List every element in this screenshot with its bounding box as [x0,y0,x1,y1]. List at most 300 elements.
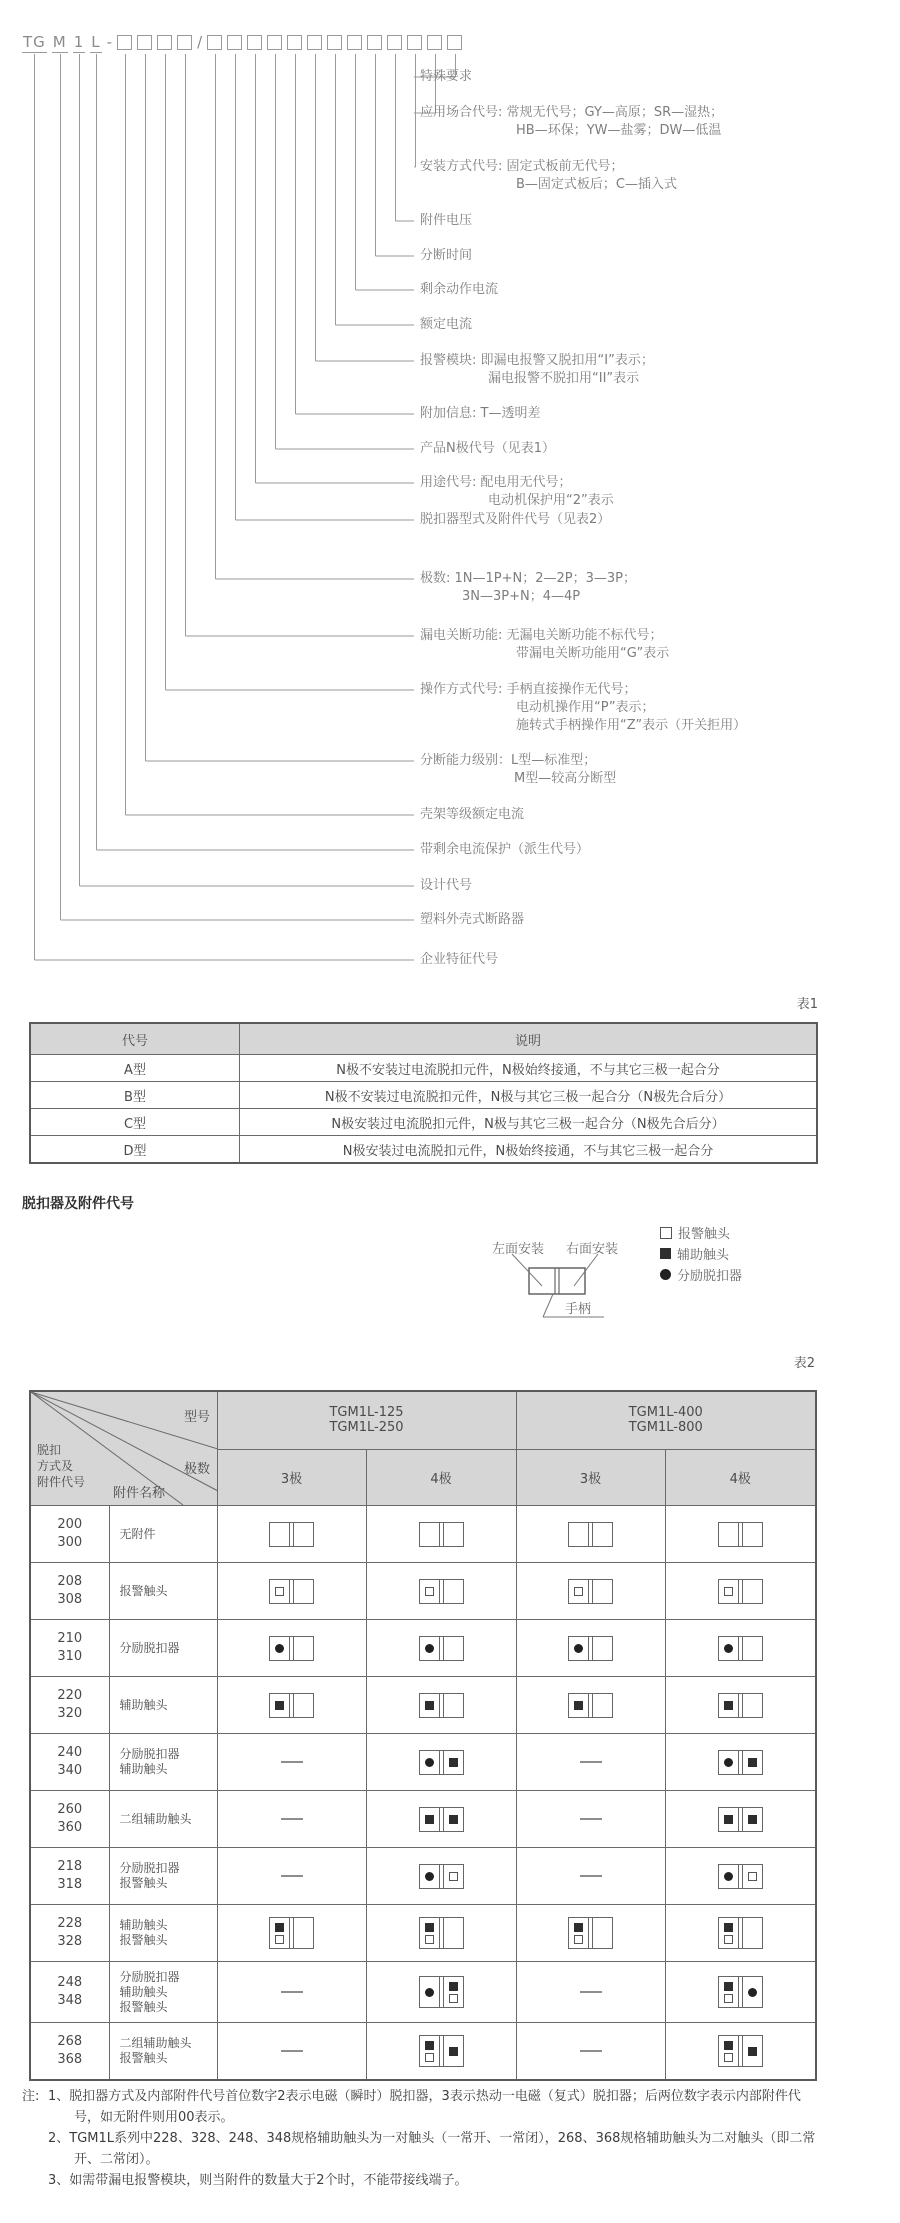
breaker-accessory-icon [718,1636,763,1661]
table2-model-group-cell [217,1391,516,1449]
model-code-box [137,35,152,50]
field-label-line: 安装方式代号: 固定式板前无代号； [420,159,624,174]
model-name: TGM1L-250 [329,1420,404,1436]
left-compartment [719,1580,738,1603]
field-label-line: 附加信息: T—透明差 [420,406,541,421]
alarm-symbol-icon [574,1587,583,1596]
field-label [420,806,524,824]
field-label-line: 企业特征代号 [420,952,499,967]
accessory-name-line: 分励脱扣器 [119,1747,180,1761]
right-compartment [444,1977,463,2007]
accessory-config-cell [665,1563,816,1620]
trip-code: 310 [57,1649,83,1664]
shunt-symbol-icon [425,1644,434,1653]
table1-cell: N极安装过电流脱扣元件，N极始终接通，不与其它三极一起合分 [240,1136,818,1164]
trip-code-cell [30,1962,109,2023]
accessory-name-cell [109,1905,217,1962]
field-label-line: 漏电关断功能: 无漏电关断功能不标代号； [420,628,663,643]
right-compartment [593,1918,612,1948]
accessory-config-cell [516,1677,665,1734]
notes-block [22,2086,822,2191]
trip-code: 260 [57,1802,83,1817]
corner-label-trip-code-line: 脱扣 [37,1443,62,1457]
accessory-name-cell [109,2023,217,2081]
aux-symbol-icon [724,2041,733,2050]
alarm-symbol-icon [748,1872,757,1881]
accessory-name-line: 报警触头 [119,1876,168,1890]
field-label-line: 分断时间 [420,248,473,263]
alarm-symbol-icon [275,1587,284,1596]
table2-row [30,1506,816,1563]
accessory-name-line: 报警触头 [119,1583,168,1598]
field-label [420,911,524,929]
note-item: 2、TGM1L系列中228、328、248、348规格辅助触头为一对触头（一常开、一常闭），268、368规格辅助触头为二对触头（即二常开、二常闭）。 [48,2131,816,2167]
left-compartment [569,1694,588,1717]
accessory-config-cell [516,1905,665,1962]
accessory-name-line: 分励脱扣器 [119,1861,180,1875]
left-compartment [270,1918,289,1948]
right-compartment [743,2036,762,2066]
shunt-symbol-icon [425,1872,434,1881]
accessory-config-cell [516,1791,665,1848]
field-label-line: 脱扣器型式及附件代号（见表2） [420,512,611,527]
aux-symbol-icon [449,1815,458,1824]
breaker-accessory-icon [419,1522,464,1547]
accessory-config-cell [665,1905,816,1962]
table2-row [30,1620,816,1677]
model-code-box [157,35,172,50]
field-label [420,405,540,423]
alarm-symbol-icon [724,2053,733,2062]
left-compartment [270,1523,289,1546]
field-label [420,570,636,606]
accessory-config-cell [665,1677,816,1734]
breaker-accessory-icon [269,1636,314,1661]
note-item: 1、脱扣器方式及内部附件代号首位数字2表示电磁（瞬时）脱扣器，3表示热动一电磁（复式）脱扣器；后两位数字表示内部附件代号，如无附件则用00表示。 [48,2089,801,2125]
right-compartment [444,1637,463,1660]
table1-row [30,1136,817,1164]
breaker-accessory-icon [568,1522,613,1547]
aux-symbol-icon [724,1701,733,1710]
alarm-symbol-icon [425,1935,434,1944]
model-code-letter: M [52,33,67,51]
right-compartment [444,1918,463,1948]
model-code-box [387,35,402,50]
shunt-symbol-icon [660,1269,671,1280]
aux-symbol-icon [724,1923,733,1932]
accessory-config-cell [217,1962,366,2023]
model-code-box [227,35,242,50]
table2-corner-cell [30,1391,217,1506]
field-label-line: B—固定式板后；C—插入式 [516,177,677,192]
trip-code-cell [30,1506,109,1563]
trip-code: 248 [57,1975,83,1990]
table1-row [30,1082,817,1109]
breaker-accessory-icon [419,1917,464,1949]
legend-item [660,1222,742,1243]
corner-label-trip-code-line: 方式及 [37,1459,74,1473]
table1-body [30,1055,817,1164]
table2-row [30,2023,816,2081]
model-code-letter: 1 [73,33,85,51]
alarm-symbol-icon [724,1587,733,1596]
right-compartment [444,1751,463,1774]
model-code-box [367,35,382,50]
model-code-letter: L [91,33,101,51]
left-compartment [569,1918,588,1948]
alarm-symbol-icon [425,1587,434,1596]
right-compartment [444,1808,463,1831]
table2-tag: 表2 [793,1356,815,1371]
aux-symbol-icon [748,1815,757,1824]
trip-code: 320 [57,1706,83,1721]
field-label [420,352,654,388]
trip-code: 220 [57,1688,83,1703]
table2-row [30,1848,816,1905]
right-compartment [444,2036,463,2066]
left-compartment [719,1808,738,1831]
accessory-config-cell [366,1506,516,1563]
field-label-line: 操作方式代号: 手柄直接操作无代号； [420,682,637,697]
field-label [420,627,669,663]
right-compartment [743,1580,762,1603]
trip-code-cell [30,2023,109,2081]
right-compartment [294,1918,313,1948]
alarm-symbol-icon [425,2053,434,2062]
field-label-line: 产品N极代号（见表1） [420,441,555,456]
table2-model-group-cell [516,1391,816,1449]
shunt-symbol-icon [724,1872,733,1881]
table1-cell: N极不安装过电流脱扣元件，N极与其它三极一起合分（N极先合后分） [240,1082,818,1109]
accessory-name-line: 分励脱扣器 [119,1969,180,1984]
accessory-name-cell [109,1620,217,1677]
field-label [420,316,472,334]
model-code-box [407,35,422,50]
aux-symbol-icon [425,1701,434,1710]
field-label [420,841,589,859]
right-compartment [593,1523,612,1546]
accessory-config-cell [366,1677,516,1734]
left-compartment [420,1523,439,1546]
field-label [420,247,472,265]
trip-code-cell [30,1563,109,1620]
left-compartment [420,1808,439,1831]
accessory-config-cell [217,1563,366,1620]
left-compartment [569,1580,588,1603]
breaker-accessory-icon [419,1976,464,2008]
trip-code: 210 [57,1631,83,1646]
accessory-name-cell [109,1563,217,1620]
left-compartment [270,1694,289,1717]
trip-code-cell [30,1791,109,1848]
trip-code-cell [30,1734,109,1791]
field-label [420,158,677,194]
right-compartment [294,1637,313,1660]
right-compartment [743,1694,762,1717]
right-compartment [743,1977,762,2007]
table2-pole-header-cell: 4极 [366,1449,516,1506]
field-label-line: 壳架等级额定电流 [420,807,525,822]
left-compartment [719,1977,738,2007]
accessory-config-cell [366,1791,516,1848]
aux-symbol-icon [275,1701,284,1710]
n-pole-code-table [29,1022,818,1164]
table2-pole-header-cell: 3极 [217,1449,366,1506]
accessory-config-cell [665,1791,816,1848]
table1-header-cell: 说明 [240,1023,818,1055]
field-label [420,212,472,230]
aux-symbol-icon [724,1982,733,1991]
left-compartment [420,1865,439,1888]
model-name: TGM1L-400 [628,1405,703,1421]
accessory-name-line: 分励脱扣器 [119,1640,180,1655]
left-compartment [719,1751,738,1774]
breaker-accessory-icon [718,1917,763,1949]
breaker-accessory-icon [419,1636,464,1661]
alarm-symbol-icon [724,1994,733,2003]
trip-code: 240 [57,1745,83,1760]
shunt-symbol-icon [574,1644,583,1653]
field-label-line: 电动机保护用“2”表示 [488,493,614,508]
accessory-config-cell [366,1620,516,1677]
left-compartment [420,2036,439,2066]
right-compartment [743,1865,762,1888]
handle-label: 手柄 [565,1302,592,1317]
accessory-name-line: 报警触头 [119,1999,168,2014]
table2-pole-header-cell: 4极 [665,1449,816,1506]
table1-header-row [30,1023,817,1055]
accessory-name-line: 辅助触头 [119,1984,168,1999]
field-label-line: 塑料外壳式断路器 [420,912,525,927]
table2-pole-header-cell: 3极 [516,1449,665,1506]
breaker-accessory-icon [568,1693,613,1718]
field-label-line: 应用场合代号: 常规无代号；GY—高原；SR—湿热； [420,105,724,120]
breaker-accessory-icon [718,1864,763,1889]
field-label-line: 剩余动作电流 [420,282,499,297]
accessory-config-cell [516,1848,665,1905]
breaker-accessory-icon [269,1522,314,1547]
accessory-config-cell [217,1734,366,1791]
accessory-config-cell [217,1905,366,1962]
model-code-box [267,35,282,50]
left-compartment [270,1580,289,1603]
not-available-dash [580,1991,602,1993]
alarm-symbol-icon [449,1994,458,2003]
breaker-accessory-icon [419,1693,464,1718]
trip-code: 368 [57,2052,83,2067]
accessory-name-line: 报警触头 [119,2051,168,2065]
accessory-name-cell [109,1791,217,1848]
trip-code: 308 [57,1592,83,1607]
not-available-dash [580,1818,602,1820]
aux-symbol-icon [275,1923,284,1932]
right-compartment [444,1694,463,1717]
accessory-config-cell [366,1848,516,1905]
model-code-box [207,35,222,50]
table2-head [30,1391,816,1506]
table1-cell: B型 [30,1082,240,1109]
field-label-line: 电动机操作用“P”表示； [516,700,655,715]
trip-code: 348 [57,1993,83,2008]
model-code-box [177,35,192,50]
accessory-name-line: 二组辅助触头 [119,2036,192,2050]
right-compartment [593,1694,612,1717]
alarm-symbol-icon [574,1935,583,1944]
model-code-box [427,35,442,50]
breaker-accessory-icon [568,1579,613,1604]
accessory-config-cell [366,1962,516,2023]
breaker-accessory-icon [419,1750,464,1775]
field-label-line: 特殊要求 [420,69,473,84]
left-compartment [569,1637,588,1660]
not-available-dash [580,2050,602,2052]
field-label-line: 附件电压 [420,213,473,228]
accessory-config-cell [217,1677,366,1734]
legend-label: 报警触头 [678,1227,731,1242]
accessory-config-cell [366,1905,516,1962]
model-code-box [327,35,342,50]
field-label-line: 漏电报警不脱扣用“II”表示 [488,371,640,386]
model-code-box [307,35,322,50]
breaker-handle-diagram [480,1230,650,1330]
right-compartment [593,1580,612,1603]
corner-label-accessory-name: 附件名称 [113,1486,166,1501]
notes-items [48,2086,822,2191]
model-code-box [287,35,302,50]
table1-cell: N极安装过电流脱扣元件，N极与其它三极一起合分（N极先合后分） [240,1109,818,1136]
table1-cell: A型 [30,1055,240,1082]
field-label [420,281,498,299]
accessory-config-cell [217,1620,366,1677]
shunt-symbol-icon [748,1988,757,1997]
right-compartment [294,1580,313,1603]
field-label-line: 用途代号: 配电用无代号； [420,475,572,490]
right-compartment [444,1865,463,1888]
left-compartment [719,1637,738,1660]
table1-row [30,1055,817,1082]
alarm-symbol-icon [660,1227,672,1239]
breaker-accessory-icon [718,1976,763,2008]
trip-code-cell [30,1905,109,1962]
field-label [420,440,555,458]
table2-row [30,1734,816,1791]
left-compartment [719,1918,738,1948]
corner-label-trip-code [37,1442,85,1490]
trip-code: 300 [57,1535,83,1550]
aux-symbol-icon [425,1815,434,1824]
table2-body [30,1506,816,2081]
left-compartment [270,1637,289,1660]
breaker-accessory-icon [718,1522,763,1547]
field-label [420,877,472,895]
left-compartment [420,1918,439,1948]
aux-symbol-icon [724,1815,733,1824]
table2-header-row1 [30,1391,816,1449]
left-compartment [420,1977,439,2007]
accessory-name-line: 无附件 [119,1526,156,1541]
aux-symbol-icon [574,1923,583,1932]
slash-separator: / [197,33,203,51]
right-mount-label: 右面安装 [566,1242,619,1257]
right-compartment [743,1523,762,1546]
trip-code: 200 [57,1517,83,1532]
field-label [420,511,610,529]
breaker-accessory-icon [269,1693,314,1718]
field-label-line: 施转式手柄操作用“Z”表示（开关拒用） [516,718,747,733]
breaker-accessory-icon [269,1917,314,1949]
accessory-config-cell [366,1734,516,1791]
left-compartment [569,1523,588,1546]
model-code-row [22,33,462,53]
shunt-symbol-icon [724,1758,733,1767]
model-code-box [247,35,262,50]
table1-row [30,1109,817,1136]
trip-code: 318 [57,1877,83,1892]
accessory-name-cell [109,1506,217,1563]
aux-symbol-icon [574,1701,583,1710]
left-compartment [719,1523,738,1546]
shunt-symbol-icon [425,1988,434,1997]
accessory-config-cell [665,1734,816,1791]
legend-item [660,1243,742,1264]
corner-label-model: 型号 [184,1410,211,1425]
model-code-box [447,35,462,50]
accessory-config-cell [217,2023,366,2081]
alarm-symbol-icon [449,1872,458,1881]
trip-code: 340 [57,1763,83,1778]
right-compartment [294,1523,313,1546]
accessory-name-cell [109,1734,217,1791]
field-label-line: 3N—3P+N；4—4P [462,589,581,604]
accessory-name-cell [109,1962,217,2023]
accessory-config-cell [516,1620,665,1677]
aux-symbol-icon [748,2047,757,2056]
notes-prefix: 注: [22,2089,40,2104]
not-available-dash [281,1875,303,1877]
table2-row [30,1563,816,1620]
field-label [420,951,498,969]
right-compartment [743,1808,762,1831]
trip-accessory-matrix-table [29,1390,817,2081]
field-label-line: 分断能力级别：L型—标准型； [420,753,597,768]
corner-label-trip-code-line: 附件代号 [37,1475,86,1489]
model-code-box [117,35,132,50]
field-label-line: HB—环保；YW—盐雾；DW—低温 [516,123,722,138]
breaker-accessory-icon [568,1917,613,1949]
table1-cell: D型 [30,1136,240,1164]
field-label [420,104,723,140]
left-compartment [719,1694,738,1717]
field-label-line: 设计代号 [420,878,473,893]
right-compartment [743,1751,762,1774]
field-label-line: 报警模块: 即漏电报警又脱扣用“I”表示； [420,353,654,368]
trip-code: 268 [57,2034,83,2049]
aux-symbol-icon [449,1982,458,1991]
corner-label-poles: 极数 [184,1462,211,1477]
right-compartment [743,1918,762,1948]
model-code-box [347,35,362,50]
trip-code: 218 [57,1859,83,1874]
field-label-line: 带漏电关断功能用“G”表示 [516,646,670,661]
accessory-config-cell [665,1962,816,2023]
alarm-symbol-icon [275,1935,284,1944]
breaker-accessory-icon [419,1579,464,1604]
model-code-letter: TG [23,33,46,51]
breaker-accessory-icon [718,1750,763,1775]
left-compartment [719,1865,738,1888]
shunt-symbol-icon [425,1758,434,1767]
breaker-accessory-icon [419,2035,464,2067]
